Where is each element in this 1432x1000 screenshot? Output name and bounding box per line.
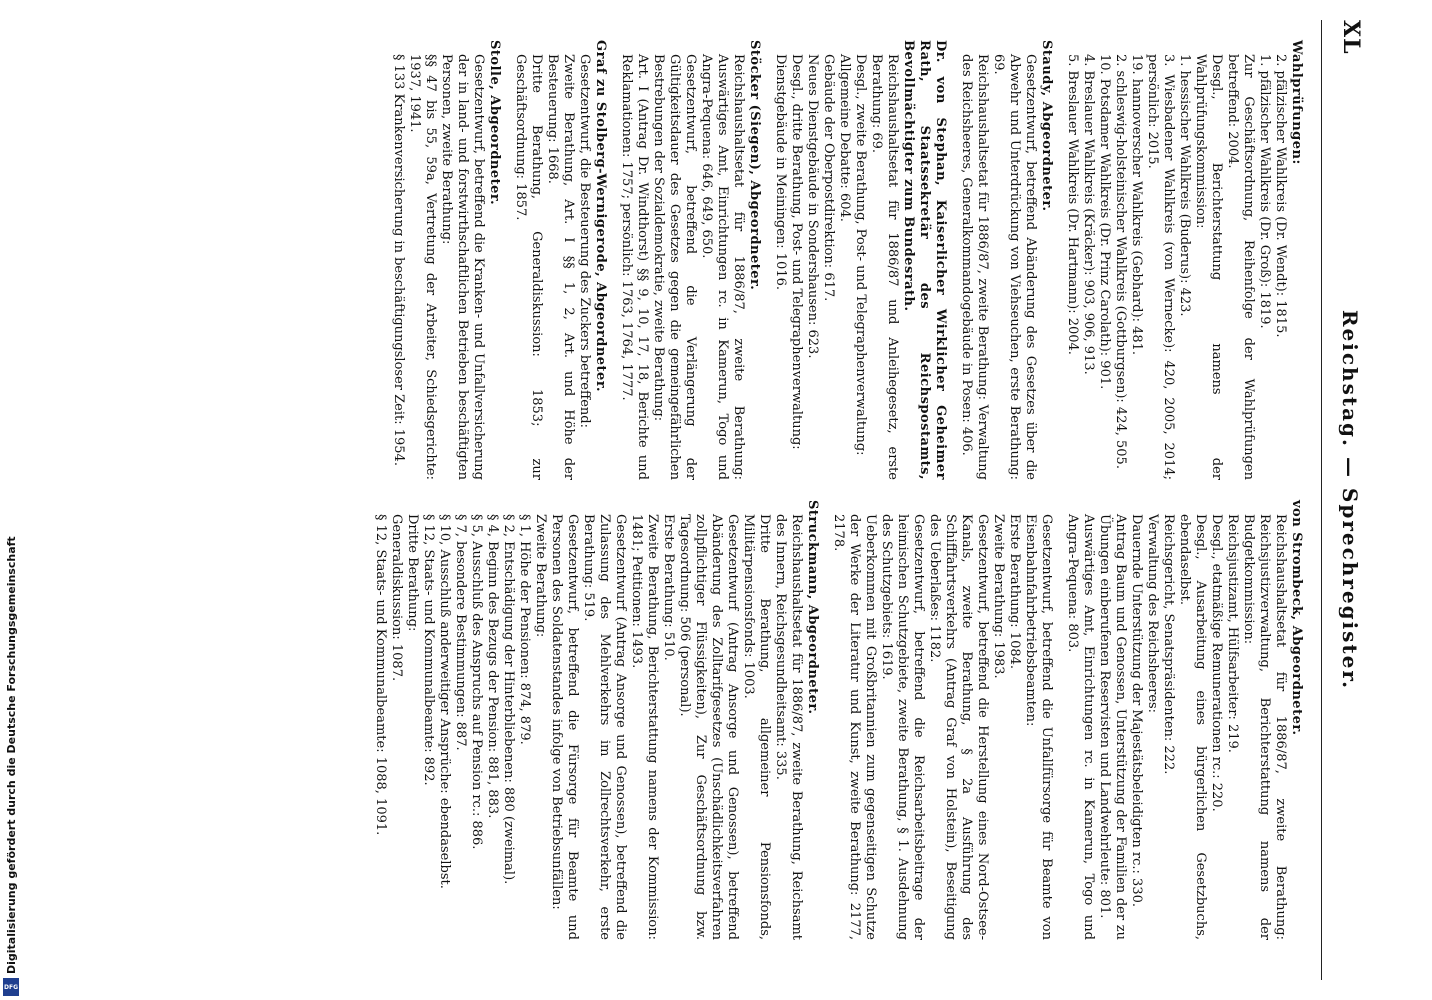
register-entry — [830, 500, 1054, 940]
entry-line: Zweite Berathung, Art. I §§ 1, 2, Art. und Höhe der Besteuerung: 1668. — [545, 54, 576, 480]
entry-line: Reichshaushaltsetat für 1886/87 und Anleihegesetz, erste Berathung: 69. — [869, 54, 900, 480]
entry-line: 5. Breslauer Wahlkreis (Dr. Hartmann): 2004. — [1065, 54, 1080, 355]
register-entry — [512, 40, 608, 480]
entry-line: Gesetzentwurf, betreffend die Herstellung eines Nord-Ostsee-Kanals, zweite Berathung, § 2a Ausführung des Schifffahrtsverkehrs (Antrag Graf von Holstein), Beseitigung des Ueberlaßes: 1182. — [927, 514, 990, 940]
page-header — [1330, 20, 1370, 980]
entry-line: Zweite Berathung: — [533, 514, 548, 638]
entry-line: 2. pfälzischer Wahlkreis (Dr. Wendt): 1815. — [1273, 54, 1288, 338]
running-head: Reichstag. — Sprechregister. — [1338, 309, 1362, 691]
entry-line: Dritte Berathung, allgemeiner Pensionsfonds, Militärpensionsfonds: 1003. — [741, 514, 772, 940]
entry-line: Desgl., dritte Berathung, Post- und Telegraphenverwaltung: — [789, 54, 804, 450]
entry-line: Gesetzentwurf, betreffend die Verlängerung der Gültigkeitsdauer des Gesetzes gegen die gemeingefährlichen Bestrebungen der Sozialdemokratie, zweite Berathung: — [651, 54, 698, 480]
entry-line: 1. hessischer Wahlkreis (Buderus): 423. — [1177, 54, 1192, 317]
entry-line: 10. Potsdamer Wahlkreis (Dr. Prinz Carolath): 901. — [1097, 54, 1112, 390]
funding-note: Digitalisierung gefördert durch die Deutsche Forschungsgemeinschaft — [5, 536, 18, 974]
entry-line: Gebäude der Oberpostdirektion: 617. — [821, 54, 836, 302]
right-column — [362, 500, 1304, 940]
register-entry — [772, 40, 948, 480]
entry-line: Generaldiskussion: 1087. — [389, 514, 404, 682]
entry-line: Dritte Berathung, Generaldiskussion: 1853; zur Geschäftsordnung: 1857. — [513, 54, 544, 480]
entry-line: Reichshaushaltsetat für 1886/87, zweite Berathung: Reichsjustizverwaltung, Berichterstattung namens der Budgetkommission: — [1241, 514, 1288, 940]
entry-line: Gesetzentwurf, betreffend die Fürsorge für Beamte und Personen des Soldatenstandes infolge von Betriebsunfällen: — [549, 514, 580, 940]
entry-line: Desgl., etatmäßige Remunerationen rc.: 220. — [1209, 514, 1224, 812]
entry-heading: Graf zu Stolberg-Wernigerode, Abgeordneter. — [593, 40, 608, 393]
register-entry — [1064, 500, 1304, 940]
entry-line: § 4, Beginn des Bezugs der Pension: 881, 883. — [485, 514, 500, 819]
register-entry — [618, 40, 762, 480]
entry-line: § 7, besondere Bestimmungen: 887. — [453, 514, 468, 751]
entry-line: Antrag Baum und Genossen, Unterstützung der Familien der zu Übungen einberufenen Reservisten und Landwehrleute: 801. — [1097, 514, 1128, 940]
entry-line: Reichsgericht, Senatspräsidenten: 222. — [1161, 514, 1176, 775]
entry-line: Gesetzentwurf, betreffend Abänderung des Gesetzes über die Abwehr und Unterdrückung von Viehseuchen, erste Berathung: 69. — [991, 54, 1038, 480]
entry-line: 2. schleswig-holsteinischer Wahlkreis (Gottburgsen): 424, 505. — [1113, 54, 1128, 469]
entry-line: § 1, Höhe der Pensionen: 874, 879. — [517, 514, 532, 745]
entry-line: 4. Breslauer Wahlkreis (Kräcker): 903, 906, 913. — [1081, 54, 1096, 375]
entry-line: 1. pfälzischer Wahlkreis (Dr. Groß): 1819. — [1257, 54, 1272, 329]
entry-line: Gesetzentwurf, betreffend die Kranken- und Unfallversicherung der in land- und forstwirthschaftlichen Betrieben beschäftigten Personen, zweite Berathung: — [439, 54, 486, 480]
header-rule — [1321, 20, 1322, 980]
entry-line: Dienstgebäude in Meiningen: 1016. — [773, 54, 788, 290]
page-number: XL — [1338, 20, 1364, 55]
entry-line: Desgl., Berichterstattung namens der Wahlprüfungskommission: — [1193, 54, 1224, 480]
entry-line: Zweite Berathung: 1983. — [991, 514, 1006, 679]
entry-line: § 12, Staats- und Kommunalbeamte: 892. — [421, 514, 436, 786]
entry-line: Dritte Berathung: — [405, 514, 420, 632]
entry-heading: Stöcker (Siegen), Abgeordneter. — [747, 40, 762, 291]
entry-heading: von Strombeck, Abgeordneter. — [1289, 500, 1304, 736]
entry-line: Gesetzentwurf, die Besteuerung des Zuckers betreffend: — [577, 54, 592, 428]
entry-line: Erste Berathung: 1084. — [1007, 514, 1022, 670]
entry-line: Erste Berathung: 510. — [661, 514, 676, 661]
register-entry — [372, 500, 820, 940]
entry-heading: Dr. von Stephan, Kaiserlicher Wirklicher Geheimer Rath, Staatssekretär des Reichspostamts, Bevollmächtigter zum Bundesrath. — [901, 40, 948, 480]
entry-line: Zweite Berathung, Berichterstattung namens der Kommission: 1481; Petitionen: 1493. — [629, 514, 660, 940]
register-entry — [1064, 40, 1304, 480]
entry-line: Reichshaushaltsetat für 1886/87, zweite Berathung: Auswärtiges Amt, Einrichtungen rc. in Kamerun, Togo und Angra-Pequena: 646, 649, 650. — [699, 54, 746, 480]
entry-line: Gesetzentwurf, betreffend die Reichsarbeitsbeitrage der heimischen Schutzgebiete, zweite Berathung, § 1. Ausdehnung des Schutzgebiets: 1619. — [879, 514, 926, 940]
dfg-logo: DFG — [3, 978, 19, 996]
entry-line: Dauernde Unterstützung der Majestätsbeleidigten rc.: 330. — [1129, 514, 1144, 907]
left-column — [380, 40, 1304, 480]
entry-line: Desgl., zweite Berathung, Post- und Telegraphenverwaltung: — [853, 54, 868, 456]
entry-line: Gesetzentwurf (Antrag Ansorge und Genossen), betreffend Abänderung des Zolltarifgesetzes (Unschädlichkeitsverfahren zollpflichtiger Flüssigkeiten), Zur Geschäftsordnung bzw. Tagesordnung: 506 (personal). — [677, 514, 740, 940]
entry-line: Ueberkommen mit Großbritannien zum gegenseitigen Schutze der Werke der Literatur und Kunst, zweite Berathung: 2177, 2178. — [831, 514, 878, 940]
register-entry — [958, 40, 1054, 480]
entry-line: Verwaltung des Reichsheeres: — [1145, 514, 1160, 714]
entry-line: Desgl., Ausarbeitung eines bürgerlichen Gesetzbuchs, ebendaselbst. — [1177, 514, 1208, 940]
entry-heading: Stolle, Abgeordneter. — [487, 40, 502, 206]
entry-line: Art. I (Antrag Dr. Windthorst) §§ 9, 10, 17, 18, Berichte und Reklamationen: 1757; persönlich: 1763, 1764, 1777. — [619, 54, 650, 480]
entry-line: § 2, Entschädigung der Hinterbliebenen: 880 (zweimal). — [501, 514, 516, 885]
entry-line: §§ 47 bis 55, 59a, Vertretung der Arbeiter, Schiedsgerichte: 1937, 1941. — [407, 54, 438, 480]
entry-line: § 10, Ausschluß anderweitiger Ansprüche: ebendaselbst. — [437, 514, 452, 889]
entry-heading: Wahlprüfungen: — [1289, 40, 1304, 165]
entry-line: Gesetzentwurf, betreffend die Unfallfürsorge für Beamte von Eisenbahnfahrbetriebsbeamten: — [1023, 514, 1054, 940]
entry-line: 3. Wiesbadener Wahlkreis (von Wernecke): 420, 2005, 2014; persönlich: 2015. — [1145, 54, 1176, 480]
entry-line: Reichshaushaltsetat für 1886/87, zweite Berathung, Reichsamt des Innern, Reichsgesundheitsamt: 335. — [773, 514, 804, 940]
entry-line: § 12, Staats- und Kommunalbeamte: 1088, 1091. — [373, 514, 388, 836]
entry-line: § 5, Ausschluß des Anspruchs auf Pension rc.: 886. — [469, 514, 484, 850]
entry-heading: Struckmann, Abgeordneter. — [805, 500, 820, 715]
entry-line: § 133 Krankenversicherung in beschäftigungsloser Zeit: 1954. — [391, 54, 406, 466]
entry-line: 19. hannoverscher Wahlkreis (Gebhard): 481. — [1129, 54, 1144, 356]
entry-heading: Staudy, Abgeordneter. — [1039, 40, 1054, 212]
entry-line: Reichshaushaltsetat für 1886/87, zweite Berathung: Verwaltung des Reichsheeres, Generalkommandogebäude in Posen: 406. — [959, 54, 990, 480]
entry-line: Reichsjustizamt, Hülfsarbeiter: 219. — [1225, 514, 1240, 753]
entry-line: Auswärtiges Amt, Einrichtungen rc. in Kamerun, Togo und Angra-Pequena: 803. — [1065, 514, 1096, 940]
entry-line: Zur Geschäftsordnung, Reihenfolge der Wahlprüfungen betreffend: 2004. — [1225, 54, 1256, 480]
entry-line: Neues Dienstgebäude in Sondershausen: 623. — [805, 54, 820, 359]
entry-line: Allgemeine Debatte: 604. — [837, 54, 852, 222]
register-entry — [390, 40, 502, 480]
entry-line: Gesetzentwurf (Antrag Ansorge und Genossen), betreffend die Zulassung des Mehlverkehrs im Zollrechtsverkehr, erste Berathung: 519. — [581, 514, 628, 940]
